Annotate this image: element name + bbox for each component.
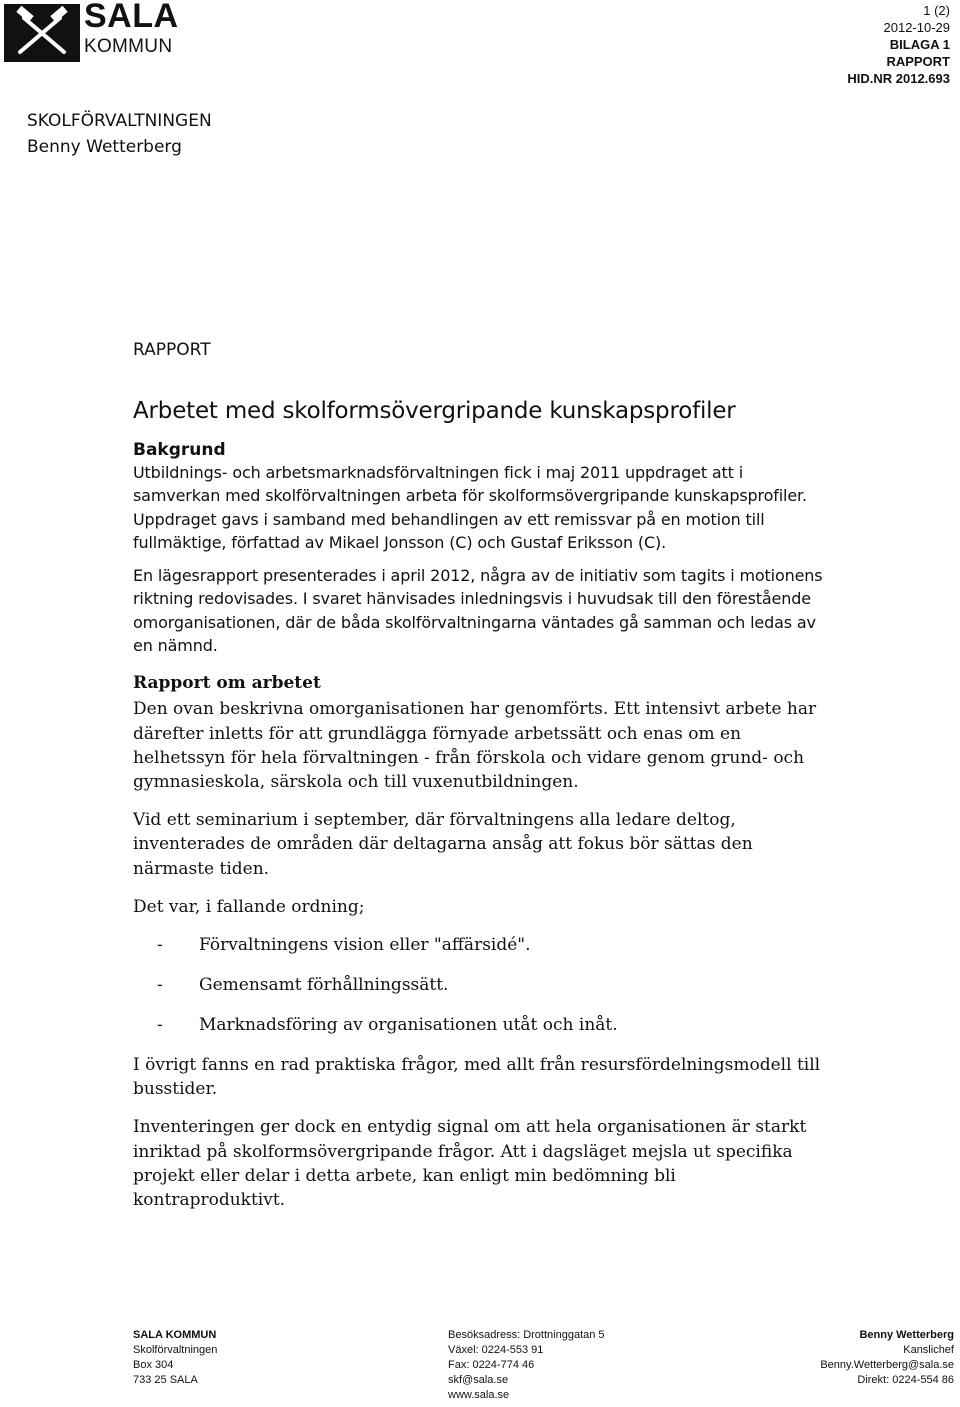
- report-paragraph-1: Den ovan beskrivna omorganisationen har genomförts. Ett intensivt arbete har därefter inletts för att grundlägga förnyade arbetssätt och enas om en helhetssyn för hela förvaltningen - från förskola och vidare genom grund- och gymnasieskola, särskola och till vuxenutbildningen.: [133, 699, 817, 792]
- dash-bullet-icon: -: [157, 975, 163, 995]
- list-item: [133, 973, 833, 997]
- footer-person-email: Benny.Wetterberg@sala.se: [820, 1359, 954, 1371]
- footer-box: Box 304: [133, 1359, 174, 1371]
- document-title: Arbetet med skolformsövergripande kunskapsprofiler: [133, 398, 736, 424]
- report-label: RAPPORT: [133, 340, 211, 360]
- document-type: RAPPORT: [886, 54, 950, 69]
- footer-visit-address: Besöksadress: Drottninggatan 5: [448, 1329, 605, 1341]
- dash-bullet-icon: -: [157, 1015, 163, 1035]
- reference-number: HID.NR 2012.693: [847, 71, 950, 86]
- footer-contact: [448, 1328, 605, 1403]
- department-name: SKOLFÖRVALTNINGEN: [27, 111, 212, 131]
- author-name: Benny Wetterberg: [27, 137, 182, 157]
- logo-name: SALA: [84, 0, 179, 35]
- footer-website: www.sala.se: [448, 1389, 510, 1401]
- list-item-text: Gemensamt förhållningssätt.: [199, 975, 449, 995]
- report-paragraph-2: Vid ett seminarium i september, där förvaltningens alla ledare deltog, inventerades de områden där deltagarna ansåg att fokus bör sättas den närmaste tiden.: [133, 810, 753, 879]
- footer-person-name: Benny Wetterberg: [859, 1329, 954, 1341]
- list-item-text: Förvaltningens vision eller "affärsidé".: [199, 935, 531, 955]
- footer-address: [133, 1328, 217, 1388]
- report-paragraph-5: Inventeringen ger dock en entydig signal om att hela organisationen är starkt inriktad på skolformsövergripande frågor. Att i dagsläget mejsla ut specifika projekt eller delar i detta arbete, kan enligt min bedömning bli kontraproduktivt.: [133, 1117, 807, 1211]
- background-paragraph-1: Utbildnings- och arbetsmarknadsförvaltningen fick i maj 2011 uppdraget att i samverkan med skolförvaltningen arbeta för skolformsövergripande kunskapsprofiler. Uppdraget gavs i samband med behandlingen av ett remissvar på en motion till fullmäktige, författad av Mikael Jonsson (C) och Gustaf Eriksson (C).: [133, 463, 807, 552]
- footer-postcode: 733 25 SALA: [133, 1374, 198, 1386]
- background-paragraph-2: En lägesrapport presenterades i april 2012, några av de initiativ som tagits i motionens riktning redovisades. I svaret hänvisades inledningsvis i huvudsak till den förestående omorganisationen, där de båda skolförvaltningarna väntades gå samman och ledas av en nämnd.: [133, 566, 823, 656]
- footer-person-title: Kanslichef: [903, 1344, 954, 1356]
- document-date: 2012-10-29: [883, 20, 950, 35]
- crossed-hammers-emblem-icon: [4, 4, 80, 62]
- report-paragraph-3: Det var, i fallande ordning;: [133, 896, 365, 917]
- list-item: [133, 933, 833, 957]
- section-heading-background: Bakgrund: [133, 440, 226, 460]
- sala-kommun-logo: [4, 0, 204, 62]
- document-header-meta: [847, 2, 950, 87]
- list-item-text: Marknadsföring av organisationen utåt och inåt.: [199, 1015, 618, 1035]
- footer-switchboard: Växel: 0224-553 91: [448, 1344, 544, 1356]
- footer-org-name: SALA KOMMUN: [133, 1329, 217, 1341]
- footer-signatory: [820, 1328, 954, 1388]
- list-item: [133, 1013, 833, 1037]
- department-block: [27, 108, 212, 160]
- priority-list: [133, 933, 833, 1037]
- attachment-label: BILAGA 1: [889, 37, 950, 52]
- footer-fax: Fax: 0224-774 46: [448, 1359, 535, 1371]
- footer-department: Skolförvaltningen: [133, 1344, 218, 1356]
- footer-person-phone: Direkt: 0224-554 86: [857, 1374, 954, 1386]
- dash-bullet-icon: -: [157, 935, 163, 955]
- logo-subname: KOMMUN: [84, 36, 173, 57]
- section-heading-report: Rapport om arbetet: [133, 673, 321, 694]
- document-body: [133, 340, 833, 1226]
- page-number: 1 (2): [923, 3, 950, 18]
- report-paragraph-4: I övrigt fanns en rad praktiska frågor, med allt från resursfördelningsmodell till busstider.: [133, 1055, 821, 1100]
- footer-email: skf@sala.se: [448, 1374, 509, 1386]
